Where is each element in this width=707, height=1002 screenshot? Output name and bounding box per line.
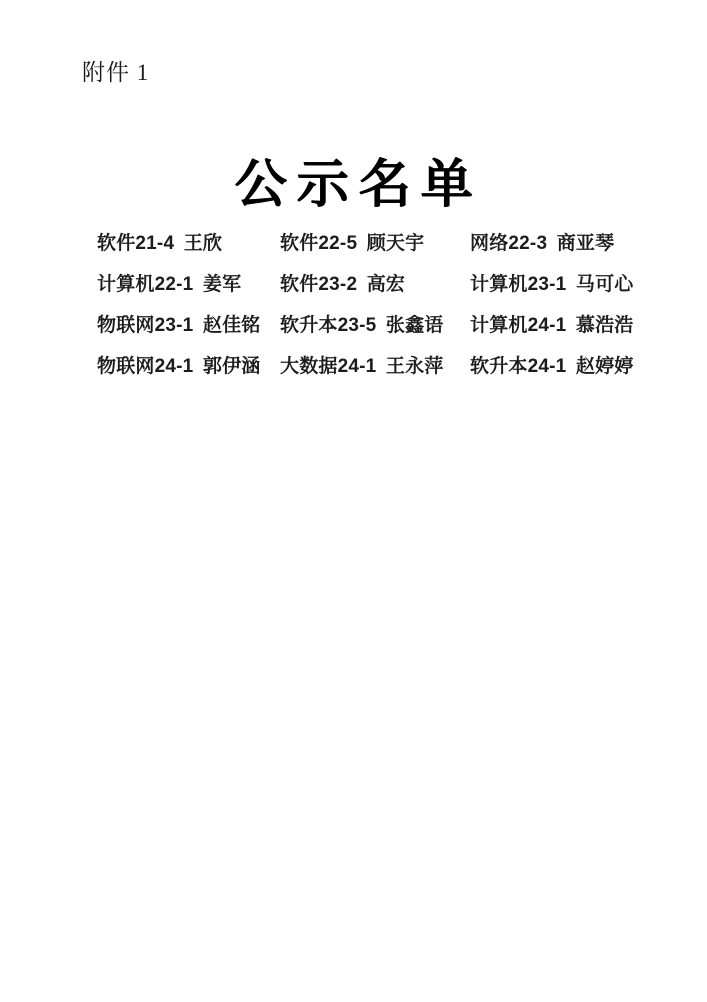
roster-cell: 软件22-5 顾天宇 <box>280 233 425 254</box>
roster-cell: 计算机22-1 姜军 <box>97 274 242 295</box>
roster-cell: 软升本24-1 赵婷婷 <box>470 356 634 377</box>
attachment-label: 附件 1 <box>82 60 150 85</box>
roster-table <box>97 221 634 385</box>
roster-cell: 大数据24-1 王永萍 <box>280 356 444 377</box>
roster-cell: 计算机23-1 马可心 <box>470 274 634 295</box>
roster-cell: 软件23-2 高宏 <box>280 274 406 295</box>
roster-cell: 网络22-3 商亚琴 <box>470 233 615 254</box>
roster-cell: 物联网24-1 郭伊涵 <box>97 356 261 377</box>
roster-cell: 物联网23-1 赵佳铭 <box>97 315 261 336</box>
roster-cell: 计算机24-1 慕浩浩 <box>470 315 634 336</box>
roster-cell: 软件21-4 王欣 <box>97 233 223 254</box>
roster-cell: 软升本23-5 张鑫语 <box>280 315 444 336</box>
page-title: 公示名单 <box>234 154 483 215</box>
